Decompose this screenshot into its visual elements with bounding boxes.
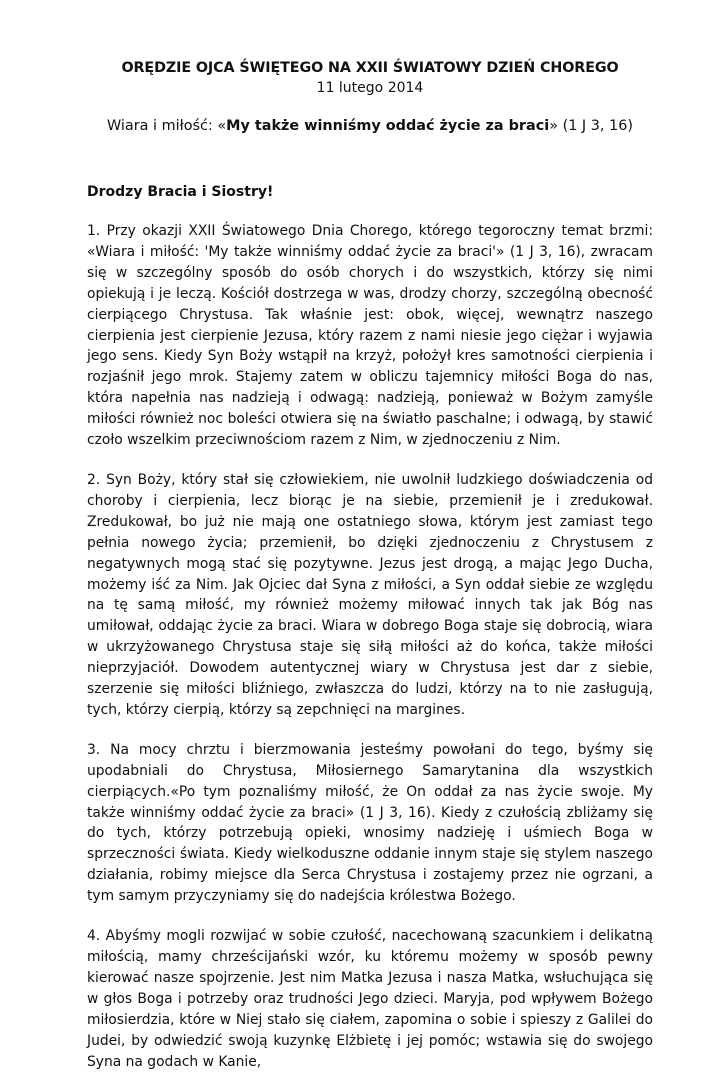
greeting: Drodzy Bracia i Siostry! [87,184,274,200]
paragraph-4: 4. Abyśmy mogli rozwijać w sobie czułość, nacechowaną szacunkiem i delikatną miłością, mamy chrześcijański wzór, ku któremu możemy w sposób pewny kierować nasze spojrzenie. Jest nim Matka Jezusa i nasza Matka, wsłuchująca się w głos Boga i potrzeby oraz trudności Jego dzieci. Maryja, pod wpływem Bożego miłosierdzia, które w Niej stało się ciałem, zapomina o sobie i spieszy z Galilei do Judei, by odwiedzić swoją kuzynkę Elżbietę i jej pomóc; wstawia się do swojego Syna na godach w Kanie, [87,928,653,1070]
paragraph-2: 2. Syn Boży, który stał się człowiekiem, nie uwolnił ludzkiego doświadczenia od choroby i cierpienia, lecz biorąc je na siebie, przemienił je i zredukował. Zredukował, bo już nie mają one ostatniego słowa, którym jest zamiast tego pełnia nowego życia; przemienił, bo dzięki zjednoczeniu z Chrystusem z negatywnych mogą stać się pozytywne. Jezus jest drogą, a mając Jego Ducha, możemy iść za Nim. Jak Ojciec dał Syna z miłości, a Syn oddał siebie ze względu na tę samą miłość, my również możemy miłować innych tak jak Bóg nas umiłował, oddając życie za braci. Wiara w dobrego Boga staje się dobrocią, wiara w ukrzyżowanego Chrystusa staje się siłą miłości aż do końca, także miłości nieprzyjaciół. Dowodem autentycznej wiary w Chrystusa jest dar z siebie, szerzenie się miłości bliźniego, zwłaszcza do ludzi, którzy na to nie zasługują, tych, którzy cierpią, którzy są zepchnięci na margines. [87,471,653,718]
paragraph-3: 3. Na mocy chrztu i bierzmowania jesteśmy powołani do tego, byśmy się upodabniali do Chrystusa, Miłosiernego Samarytanina dla wszystkich cierpiących.«Po tym poznaliśmy miłość, że On oddał za nas życie swoje. My także winniśmy oddać życie za braci» (1 J 3, 16). Kiedy z czułością zbliżamy się do tych, którzy potrzebują opieki, wnosimy nadzieję i uśmiech Boga w sprzeczności świata. Kiedy wielkoduszne oddanie innym staje się stylem naszego działania, robimy miejsce dla Serca Chrystusa i zostajemy przez nie ogrzani, a tym samym przyczyniamy się do nadejścia królestwa Bożego. [87,741,653,905]
paragraph-1: 1. Przy okazji XXII Światowego Dnia Chorego, którego tegoroczny temat brzmi: «Wiara i miłość: 'My także winniśmy oddać życie za braci'» (1 J 3, 16), zwracam się w szczególny sposób do osób chorych i do wszystkich, którzy się nimi opiekują i je leczą. Kościół dostrzega w was, drodzy chorzy, szczególną obecność cierpiącego Chrystusa. Tak właśnie jest: obok, więcej, wewnątrz naszego cierpienia jest cierpienie Jezusa, który razem z nami niesie jego ciężar i wyjawia jego sens. Kiedy Syn Boży wstąpił na krzyż, położył kres samotności cierpienia i rozjaśnił jego mrok. Stajemy zatem w obliczu tajemnicy miłości Boga do nas, która napełnia nas nadzieją i odwagą: nadzieją, ponieważ w Bożym zamyśle miłości również noc boleści otwiera się na światło paschalne; i odwagą, by stawić czoło wszelkim przeciwnościom razem z Nim, w zjednoczeniu z Nim. [87,223,653,449]
subtitle-suffix: » (1 J 3, 16) [549,118,633,134]
document-subtitle [87,116,653,137]
subtitle-prefix: Wiara i miłość: « [107,118,227,134]
document-date: 11 lutego 2014 [316,80,424,96]
document-title: ORĘDZIE OJCA ŚWIĘTEGO NA XXII ŚWIATOWY DZIEŃ CHOREGO [121,60,619,76]
subtitle-quote: My także winniśmy oddać życie za braci [226,118,550,134]
